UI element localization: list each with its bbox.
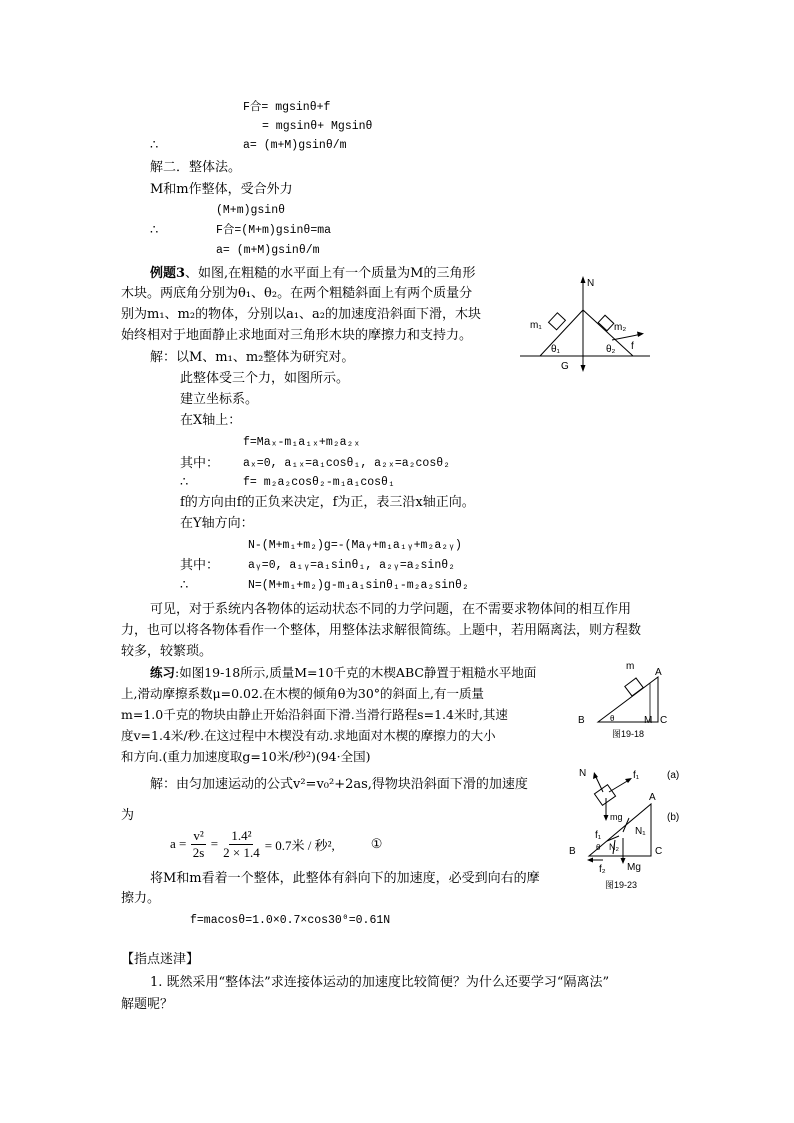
arrow-up-icon [593,772,598,779]
where-label-2: 其中： [180,558,220,573]
label-C: C [655,846,663,857]
tips-question-1-cont: 解题呢？ [121,997,174,1012]
therefore-symbol: ∴ [150,138,159,153]
label-theta1: θ₁ [551,344,560,355]
solution-ex-line-4: 擦力。 [121,891,161,906]
arrow-down-icon [604,815,609,821]
block-m [625,678,643,696]
therefore-symbol: ∴ [180,578,189,593]
friction-arrow [612,334,642,340]
derivation-line-3: a= (m+M)gsinθ/m [243,139,347,152]
result-f: f= m₂a₂cosθ₂-m₁a₁cosθ₁ [243,476,395,489]
solution3-line-1: 解：以M、m₁、m₂整体为研究对。 [150,350,355,365]
example3-line-4: 始终相对于地面静止求地面对三角形木块的摩擦力和支持力。 [121,328,473,343]
formula-equals: = [210,836,219,851]
label-m1: m₁ [530,320,542,331]
label-f2: f₂ [599,864,606,875]
example3-line-2: 木块。两底角分别为θ₁、θ₂。在两个粗糙斜面上有两个质量分 [121,286,473,301]
example3-line-3: 别为m₁、m₂的物体，分别以a₁、a₂的加速度沿斜面下滑，木块 [121,307,482,322]
figure-caption: 图19-18 [612,729,645,739]
figure-caption: 图19-23 [605,880,638,890]
fraction-1 [191,828,205,861]
fraction-1-denominator: 2s [192,844,205,860]
therefore-symbol: ∴ [150,223,159,238]
equation-number: ① [370,836,383,851]
force-figure-19-23 [565,762,695,902]
summary-line-2: 力，也可以将各物体看作一个整体，用整体法求解很简练。上题中，若用隔离法，则方程数 [121,623,642,638]
where-values-1: aₓ=0, a₁ₓ=a₁cosθ₁, a₂ₓ=a₂cosθ₂ [243,457,451,470]
label-B: B [578,715,585,726]
derivation-line-2: = mgsinθ+ Mgsinθ [262,120,373,133]
formula-lhs: a = [170,836,187,851]
arrow-down-icon [581,365,586,372]
fraction-2 [223,828,260,861]
example3-text-1: 、如图,在粗糙的水平面上有一个质量为M的三角形 [185,266,476,281]
method2-line-1: M和m作整体，受合外力 [150,182,293,197]
normal-force-n1 [623,818,629,832]
label-Mg: Mg [627,862,641,873]
equation-y: N-(M+m₁+m₂)g=-(Maᵧ+m₁a₁ᵧ+m₂a₂ᵧ) [248,539,462,552]
wedge-figure-19-18 [574,655,674,741]
method2-line-3: F合=(M+m)gsinθ=ma [216,224,332,237]
label-f1b: f₁ [595,830,602,841]
result-N: N=(M+m₁+m₂)g-m₁a₁sinθ₁-m₂a₂sinθ₂ [248,579,469,592]
therefore-symbol: ∴ [180,475,189,490]
arrow-left-icon [587,858,593,863]
method2-title: 解二．整体法。 [150,160,242,175]
example3-label: 例题3 [150,266,186,281]
label-theta2: θ₂ [606,344,616,355]
where-label-1: 其中： [180,456,220,471]
exercise-label: 练习 [150,665,176,680]
fraction-2-numerator: 1.4² [231,827,252,843]
label-N: N [579,768,587,779]
summary-line-3: 较多，较繁琐。 [121,644,213,659]
solution-ex-line-3: 将M和m看着一个整体，此整体有斜向下的加速度，必受到向右的摩 [150,871,540,886]
exercise-text-1: :如图19-18所示,质量M=10千克的木楔ABC静置于粗糙水平地面 [175,665,537,680]
tips-question-1: 1. 既然采用“整体法”求连接体运动的加速度比较简便？为什么还要学习“隔离法” [150,975,610,990]
label-A: A [649,792,656,803]
arrow-right-icon [637,332,644,338]
solution-ex-line-5: f=macosθ=1.0×0.7×cos30⁰=0.61N [190,914,391,927]
exercise-line-2: 上,滑动摩擦系数μ=0.02.在木楔的倾角θ为30°的斜面上,有一质量 [121,686,485,701]
solution-ex-line-1: 解：由匀加速运动的公式v²=v₀²+2as,得物块沿斜面下滑的加速度 [150,777,528,792]
exercise-line-1 [150,664,536,682]
label-N1: N₁ [635,826,646,837]
label-theta: θ [610,714,615,723]
friction-force-f1b [607,836,619,841]
equation-x: f=Maₓ-m₁a₁ₓ+m₂a₂ₓ [243,436,361,449]
label-C: C [660,715,668,726]
tips-title: 【指点迷津】 [121,952,200,967]
label-N: N [587,278,595,289]
derivation-line-1: F合= mgsinθ+f [243,101,331,114]
label-f1: f₁ [633,770,640,781]
acceleration-formula [170,824,382,864]
label-f: f [631,341,634,352]
fraction-2-denominator: 2 × 1.4 [223,844,260,860]
label-a: (a) [667,770,680,781]
label-m2: m₂ [614,322,627,333]
block-m1 [549,313,566,330]
solution-ex-line-2: 为 [121,808,135,823]
label-B: B [569,846,576,857]
solution3-line-4: 在X轴上： [180,413,242,428]
arrow-down-icon [621,858,626,864]
summary-line-1: 可见，对于系统内各物体的运动状态不同的力学问题，在不需要求物体间的相互作用 [150,602,632,617]
arrow-up-icon [581,276,586,283]
label-G: G [561,361,569,372]
block-m2 [598,315,614,330]
method2-line-2: (M+m)gsinθ [216,204,286,217]
formula-result: = 0.7米 / 秒², [264,837,335,853]
solution3-line-3: 建立坐标系。 [180,392,259,407]
exercise-line-5: 和方向.(重力加速度取g=10米/秒²)(94·全国) [121,749,371,764]
label-A: A [655,667,662,678]
block-a [594,785,615,806]
solution3-line-2: 此整体受三个力，如图所示。 [180,371,350,386]
triangle-block-figure [518,272,658,374]
exercise-line-4: 度v=1.4米/秒.在这过程中木楔没有动.求地面对木楔的摩擦力的大小 [121,728,496,743]
solution3-line-6: 在Y轴方向： [180,516,254,531]
where-values-2: aᵧ=0, a₁ᵧ=a₁sinθ₁, a₂ᵧ=a₂sinθ₂ [248,559,456,572]
friction-force-arrow-a [609,780,629,792]
label-N2: N₂ [609,842,619,852]
example3-line-1 [150,265,476,283]
label-theta: θ [596,843,601,852]
label-M: M [644,715,653,726]
solution3-line-5: f的方向由f的正负来决定，f为正，表三沿x轴正向。 [180,495,475,510]
method2-line-4: a= (m+M)gsinθ/m [216,244,320,257]
label-m: m [626,661,635,672]
fraction-1-numerator: v² [193,827,204,843]
label-mg: mg [610,812,623,822]
label-b: (b) [667,812,680,823]
exercise-line-3: m=1.0千克的物块由静止开始沿斜面下滑.当滑行路程s=1.4米时,其速 [121,707,508,722]
